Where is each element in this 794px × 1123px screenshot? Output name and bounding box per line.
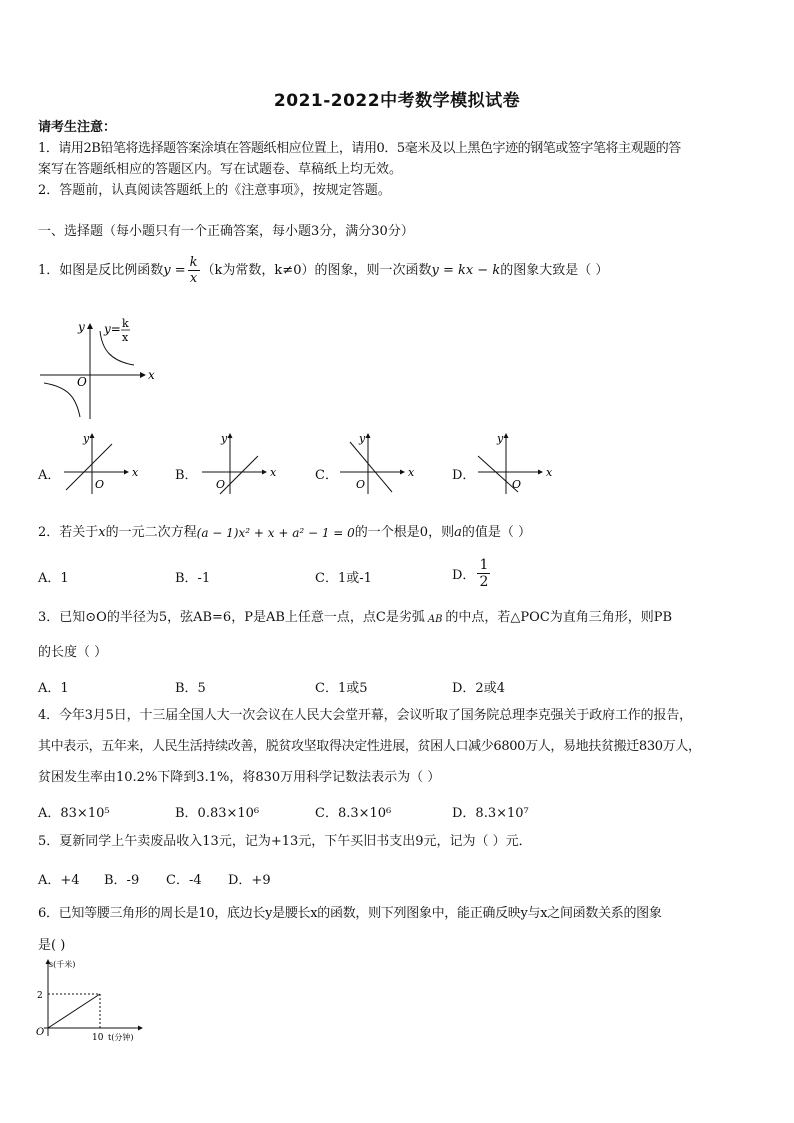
qa-origin: O: [95, 478, 105, 491]
notice-line-1b: 案写在答题纸相应的答题区内。写在试题卷、草稿纸上均无效。: [38, 162, 403, 177]
q5-option-d[interactable]: D．+9: [228, 873, 271, 888]
q1-func-den: x: [189, 271, 198, 286]
qc-y-arrow: [366, 433, 371, 438]
q6-x-tick-10: 10: [92, 1033, 104, 1043]
q1-hyperbola-graph: [36, 315, 156, 423]
qb-x-arrow: [262, 470, 267, 475]
q1-pre: 1．如图是反比例函数: [38, 262, 164, 278]
section-heading: 一、选择题（每小题只有一个正确答案，每小题3分，满分30分）: [38, 224, 414, 239]
question-5: 5．夏新同学上午卖废品收入13元，记为+13元，下午买旧书支出9元，记为（ ）元．: [38, 834, 532, 849]
q1-option-a-label[interactable]: A．: [38, 468, 61, 483]
qc-y-label: y: [359, 432, 366, 445]
question-2: [38, 523, 531, 543]
q1-option-b-graph[interactable]: [196, 430, 278, 496]
q1-func-num: k: [189, 255, 198, 270]
q3-line1b: 的中点，若△POC为直角三角形，则PB: [445, 610, 673, 625]
q2-option-d-fraction: [477, 558, 490, 589]
q1-option-d-label[interactable]: D．: [452, 468, 476, 483]
q2-var-a: a: [454, 525, 462, 540]
q2-mid: 的一元二次方程: [105, 525, 197, 540]
q1-func-y: y =: [163, 262, 186, 278]
q1-linear: y = kx − k: [431, 262, 501, 278]
q3-option-c[interactable]: C．1或5: [315, 681, 368, 696]
qa-y-arrow: [90, 433, 95, 438]
qa-x-label: x: [132, 466, 139, 479]
q1-option-a-graph[interactable]: [58, 430, 140, 496]
q1-curve-q3: [44, 383, 80, 417]
q2-option-d-den: 2: [479, 574, 489, 590]
qb-x-label: x: [270, 466, 277, 479]
page-title: 2021-2022中考数学模拟试卷: [273, 91, 521, 111]
q1-graph-x-label: x: [148, 368, 155, 382]
q1-curve-q1: [100, 331, 134, 365]
q2-option-d-label: D．: [452, 568, 476, 583]
q6-y-tick-2: 2: [37, 991, 43, 1001]
q2-post2: 的值是（ ）: [461, 525, 531, 540]
qd-y-arrow: [504, 433, 509, 438]
q1-mid: （k为常数，k≠0）的图象，则一次函数: [201, 262, 432, 278]
q1-graph-origin: O: [77, 375, 87, 389]
question-6-line-2: 是( ): [38, 938, 66, 953]
qb-origin: O: [216, 478, 226, 491]
q4-option-d[interactable]: D．8.3×10⁷: [452, 806, 529, 821]
q6-y-label: s(千米): [49, 960, 76, 969]
q1-curve-x: x: [122, 331, 129, 344]
q1-option-d-graph[interactable]: [472, 430, 554, 496]
q2-option-c[interactable]: C．1或-1: [315, 571, 372, 586]
q2-option-a[interactable]: A．1: [38, 571, 69, 586]
q1-option-b-label[interactable]: B．: [175, 468, 198, 483]
q1-graph-y-label: y: [78, 320, 85, 334]
qb-y-label: y: [221, 432, 228, 445]
question-6-line-1: 6．已知等腰三角形的周长是10，底边长y是腰长x的函数，则下列图象中，能正确反映y与x之间函数关系的图象: [38, 906, 662, 921]
qa-y-label: y: [83, 432, 90, 445]
q2-pre: 2．若关于: [38, 525, 99, 540]
qc-x-arrow: [400, 470, 405, 475]
question-3-line-2: 的长度（ ）: [38, 645, 108, 660]
q3-arc-ab: AB: [427, 614, 443, 625]
q6-x-label: t(分钟): [108, 1033, 134, 1042]
q3-option-a[interactable]: A．1: [38, 681, 69, 696]
qb-y-arrow: [228, 433, 233, 438]
q5-option-c[interactable]: C．-4: [166, 873, 202, 888]
q2-post1: 的一个根是0，则: [354, 525, 455, 540]
question-4-line-1: 4．今年3月5日，十三届全国人大一次会议在人民大会堂开幕，会议听取了国务院总理李克强关于政府工作的报告，: [38, 708, 693, 723]
qc-origin: O: [356, 478, 366, 491]
q6-graph: [34, 956, 154, 1048]
q4-option-b[interactable]: B．0.83×10⁶: [175, 806, 260, 821]
qd-y-label: y: [497, 432, 504, 445]
notice-heading: 请考生注意：: [38, 120, 117, 135]
question-1: [38, 256, 608, 285]
q2-option-d-num: 1: [479, 557, 489, 573]
q5-option-a[interactable]: A．+4: [38, 873, 80, 888]
question-3-line-1: [38, 608, 672, 628]
qa-x-arrow: [124, 470, 129, 475]
q2-option-d[interactable]: [452, 558, 492, 589]
q1-func-fraction: [188, 256, 200, 285]
q4-option-c[interactable]: C．8.3×10⁶: [315, 806, 392, 821]
qb-line: [220, 456, 258, 494]
q1-curve-y-label: y=: [104, 322, 121, 336]
q3-option-b[interactable]: B．5: [175, 681, 206, 696]
q2-option-b[interactable]: B．-1: [175, 571, 211, 586]
question-4-line-3: 贫困发生率由10.2%下降到3.1%，将830万用科学记数法表示为（ ）: [38, 770, 441, 785]
q1-x-arrow: [140, 372, 146, 378]
q3-option-d[interactable]: D．2或4: [452, 681, 505, 696]
q5-option-b[interactable]: B．-9: [104, 873, 140, 888]
qc-x-label: x: [408, 466, 415, 479]
q4-option-a[interactable]: A．83×10⁵: [38, 806, 110, 821]
q2-var-x: x: [98, 525, 106, 540]
notice-line-2: 2．答题前，认真阅读答题纸上的《注意事项》，按规定答题。: [38, 183, 391, 198]
qd-origin: O: [512, 478, 522, 491]
q1-option-c-graph[interactable]: [334, 430, 416, 496]
q6-segment: [48, 994, 100, 1028]
q6-x-arrow: [138, 1026, 143, 1031]
q1-post: 的图象大致是（ ）: [500, 262, 609, 278]
question-4-line-2: 其中表示，五年来，人民生活持续改善，脱贫攻坚取得决定性进展，贫困人口减少6800万人，易地扶贫搬迁830万人，: [38, 739, 701, 754]
qa-line: [66, 444, 112, 490]
notice-line-1a: 1．请用2B铅笔将选择题答案涂填在答题纸相应位置上，请用0．5毫米及以上黑色字迹的钢笔或签字笔将主观题的答: [38, 141, 681, 156]
q1-option-c-label[interactable]: C．: [315, 468, 338, 483]
qd-x-label: x: [546, 466, 553, 479]
qd-x-arrow: [538, 470, 543, 475]
q1-y-arrow: [87, 323, 93, 329]
q2-equation: (a − 1)x² + x + a² − 1 = 0: [196, 526, 355, 540]
q6-origin: O: [36, 1027, 45, 1038]
q3-line1a: 3．已知⊙O的半径为5，弦AB=6，P是AB上任意一点，点C是劣弧: [38, 610, 425, 625]
q1-curve-k: k: [122, 317, 129, 330]
